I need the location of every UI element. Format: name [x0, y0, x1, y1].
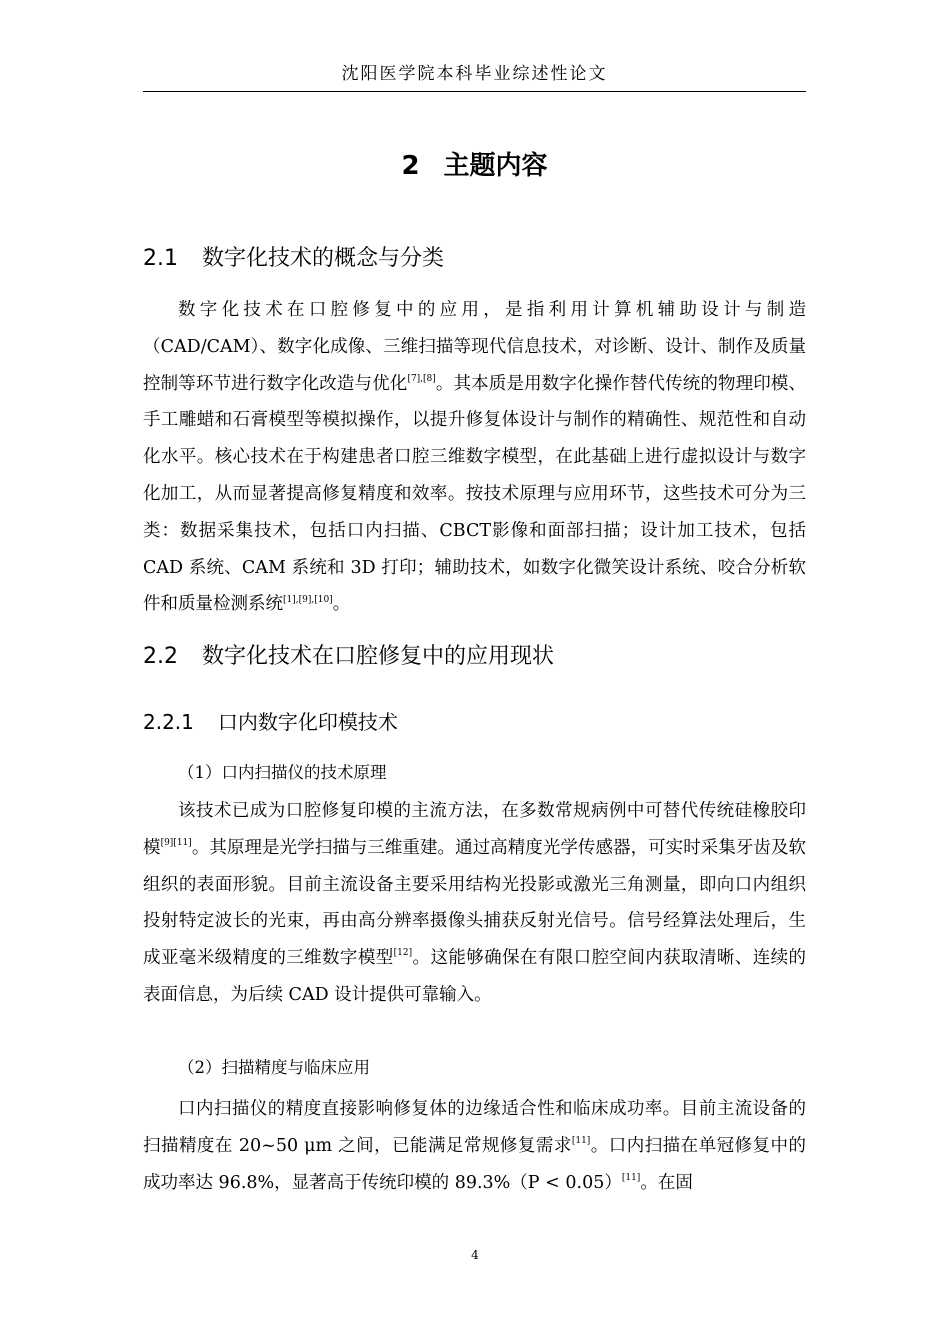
section-title: 数字化技术的概念与分类 [202, 246, 445, 271]
subsection-heading-2-2-1 [143, 707, 398, 737]
paragraph-2-1 [143, 292, 806, 623]
paragraph-text: 。口内扫描在单冠修复中的成功率达 96.8%，显著高于传统印模的 89.3%（P < 0.05） [143, 1135, 807, 1193]
section-heading-2-2 [143, 641, 554, 673]
paragraph-text: 。其原理是光学扫描与三维重建。通过高精度光学传感器，可实时采集牙齿及软组织的表面形貌。目前主流设备主要采用结构光投影或激光三角测量，即向口内组织投射特定波长的光束，再由高分辨率摄像头捕获反射光信号。信号经算法处理后，生成亚毫米级精度的三维数字模型 [143, 837, 807, 969]
citation: [11] [571, 1135, 591, 1146]
citation: [7],[8] [407, 373, 436, 384]
paragraph-text: 。这能够确保在有限口腔空间内获取清晰、连续的表面信息，为后续 CAD 设计提供可靠输入。 [143, 948, 807, 1005]
subheading-scan-accuracy: （2）扫描精度与临床应用 [178, 1058, 370, 1077]
paragraph-text: 。 [332, 594, 351, 615]
paragraph-text: 。在固 [640, 1172, 693, 1193]
citation: [1],[9],[10] [283, 594, 333, 605]
paragraph-text: 。其本质是用数字化操作替代传统的物理印模、手工雕蜡和石膏模型等模拟操作，以提升修复体设计与制作的精确性、规范性和自动化水平。核心技术在于构建患者口腔三维数字模型，在此基础上进行虚拟设计与数字化加工，从而显著提高修复精度和效率。按技术原理与应用环节，这些技术可分为三类：数据采集技术，包括口内扫描、CBCT影像和面部扫描；设计加工技术，包括 CAD 系统、CAM 系统和 3D 打印；辅助技术，如数字化微笑设计系统、咬合分析软件和质量检测系统 [143, 373, 807, 615]
subsection-number: 2.2.1 [143, 710, 194, 734]
citation: [12] [393, 948, 413, 959]
section-heading-2-1 [143, 243, 444, 275]
paragraph-scan-accuracy [143, 1091, 806, 1201]
paragraph-scanner-principle [143, 793, 806, 1014]
citation: [9][11] [160, 837, 192, 848]
section-title: 数字化技术在口腔修复中的应用现状 [202, 644, 555, 669]
section-number: 2.1 [143, 246, 178, 271]
chapter-number: 2 [401, 151, 420, 181]
chapter-title [143, 148, 806, 184]
page-number: 4 [471, 1248, 479, 1262]
subsection-title: 口内数字化印模技术 [217, 710, 398, 734]
header-rule [143, 91, 806, 92]
chapter-title-text: 主题内容 [443, 151, 548, 181]
paragraph-text: 数字化技术在口腔修复中的应用，是指利用计算机辅助设计与制造（CAD/CAM）、数字化成像、三维扫描等现代信息技术，对诊断、设计、制作及质量控制等环节进行数字化改造与优化 [143, 300, 806, 394]
subheading-scanner-principle: （1）口内扫描仪的技术原理 [178, 763, 387, 782]
running-header: 沈阳医学院本科毕业综述性论文 [341, 64, 608, 84]
paragraph-text: 该技术已成为口腔修复印模的主流方法，在多数常规病例中可替代传统硅橡胶印模 [143, 801, 806, 858]
citation: [11] [621, 1172, 641, 1183]
paragraph-text: 口内扫描仪的精度直接影响修复体的边缘适合性和临床成功率。目前主流设备的扫描精度在 20~50 μm 之间，已能满足常规修复需求 [143, 1099, 806, 1156]
section-number: 2.2 [143, 644, 178, 669]
